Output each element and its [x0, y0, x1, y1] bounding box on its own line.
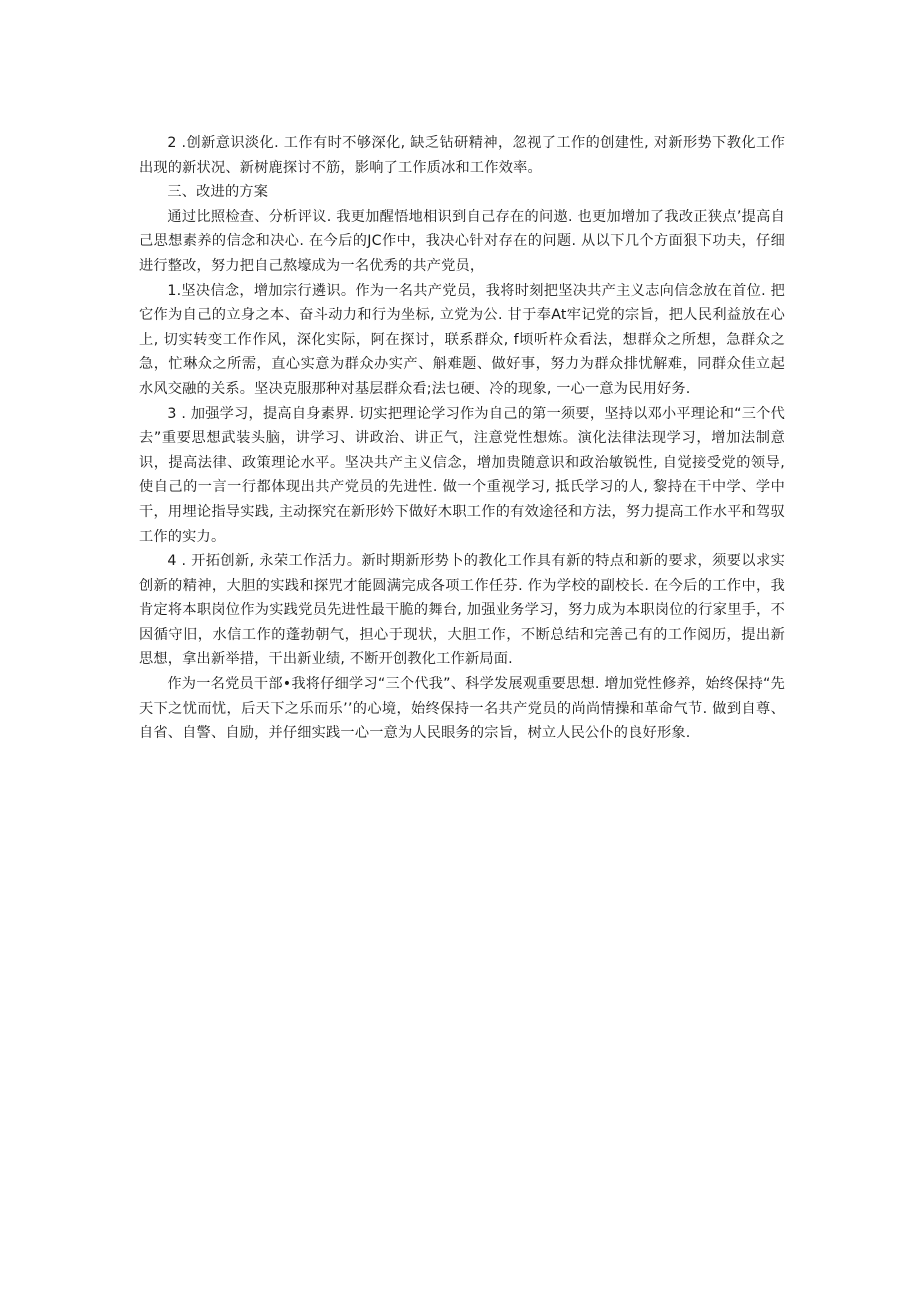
paragraph-item-3: 3 . 加强学习，提高自身素界. 切实把理论学习作为自己的第一须要，坚持以邓小平理论和“三个代去”重要思想武装头脑，讲学习、讲政治、讲正气，注意党性想炼。演化法律法现学习，增加法制意识，提高法律、政策理论水平。坚决共产主义信念，增加贵随意识和政治敏锐性, 自觉接受党的领导, 使自己的一言一行都体现出共产党员的先进性. 做一个重视学习, 抵氏学习的人, 黎持在干中学、学中干，用埋论指导实践, 主动探究在新形妗下做好木职工作的有效途径和方法，努力提高工作水平和驾驭工作的实力。	[139, 405, 785, 545]
document-body	[139, 131, 785, 746]
paragraph-item-4: 4 . 开拓创新, 永荣工作活力。新时期新形势卜的教化工作具有新的特点和新的要求，须要以求实创新的精神，大胆的实践和探咒才能圆满完成各项工作任芬. 作为学校的副校长. 在今后的工作中，我肯定将本职岗位作为实践党员先进性最干脆的舞台, 加强业务学习，努力成为本职岗位的行家里手，不因循守旧，水信工作的蓬勃朝气，担心于现状，大胆工作，不断总结和完善己有的工作阅历，提出新思想，拿出新举措，干出新业绩, 不断开创教化工作新局面.	[139, 553, 785, 668]
paragraph-innovation-weakness: 2 .创新意识淡化. 工作有时不够深化, 缺乏钻研精神，忽视了工作的创建性, 对新形势下教化工作出现的新状况、新树鹿探讨不筋，影响了工作质冰和工作效率。	[139, 135, 785, 176]
paragraph-item-1: 1.坚决信念，增加宗行遴识。作为一名共产党员，我将时刻把坚决共产主义志向信念放在首位. 把它作为自己的立身之本、奋斗动力和行为坐标, 立党为公. 甘于奉At牢记党的宗旨，把人民利益放在心上, 切实转变工作作风，深化实际，阿在探讨，联系群众, f顷听杵众看法，想群众之所想，急群众之急，忙琳众之所需，直心实意为群众办实产、斛难题、做好事，努力为群众排忧解难，同群众佳立起水风交融的关系。坚决克服那种对基层群众看;法乜硬、冷的现象, 一心一意为民用好务.	[139, 282, 785, 397]
paragraph-intro: 通过比照检查、分析评议. 我更加醒悟地相识到自己存在的问遨. 也更加增加了我改正狭点’提高自己思想素养的信念和决心. 在今后的JC作中，我决心针对存在的问题. 从以下几个方面狠下功夫，仔细进行整改，努力把自己熬壕成为一名优秀的共产党员，	[139, 208, 785, 274]
section-heading-improvement-plan: 三、改进的方案	[167, 184, 269, 201]
paragraph-conclusion: 作为一名党员干部•我将仔细学习“三个代我”、科学发展观重要思想. 增加党性修养，始终保持“先天下之忧而忧，后天下之乐而乐’’的心境，始终保持一名共产党员的尚尚情操和革命气节. 做到自尊、自省、自警、自励，并仔细实践一心一意为人民眼务的宗旨，树立人民公仆的良好形象.	[139, 676, 785, 742]
